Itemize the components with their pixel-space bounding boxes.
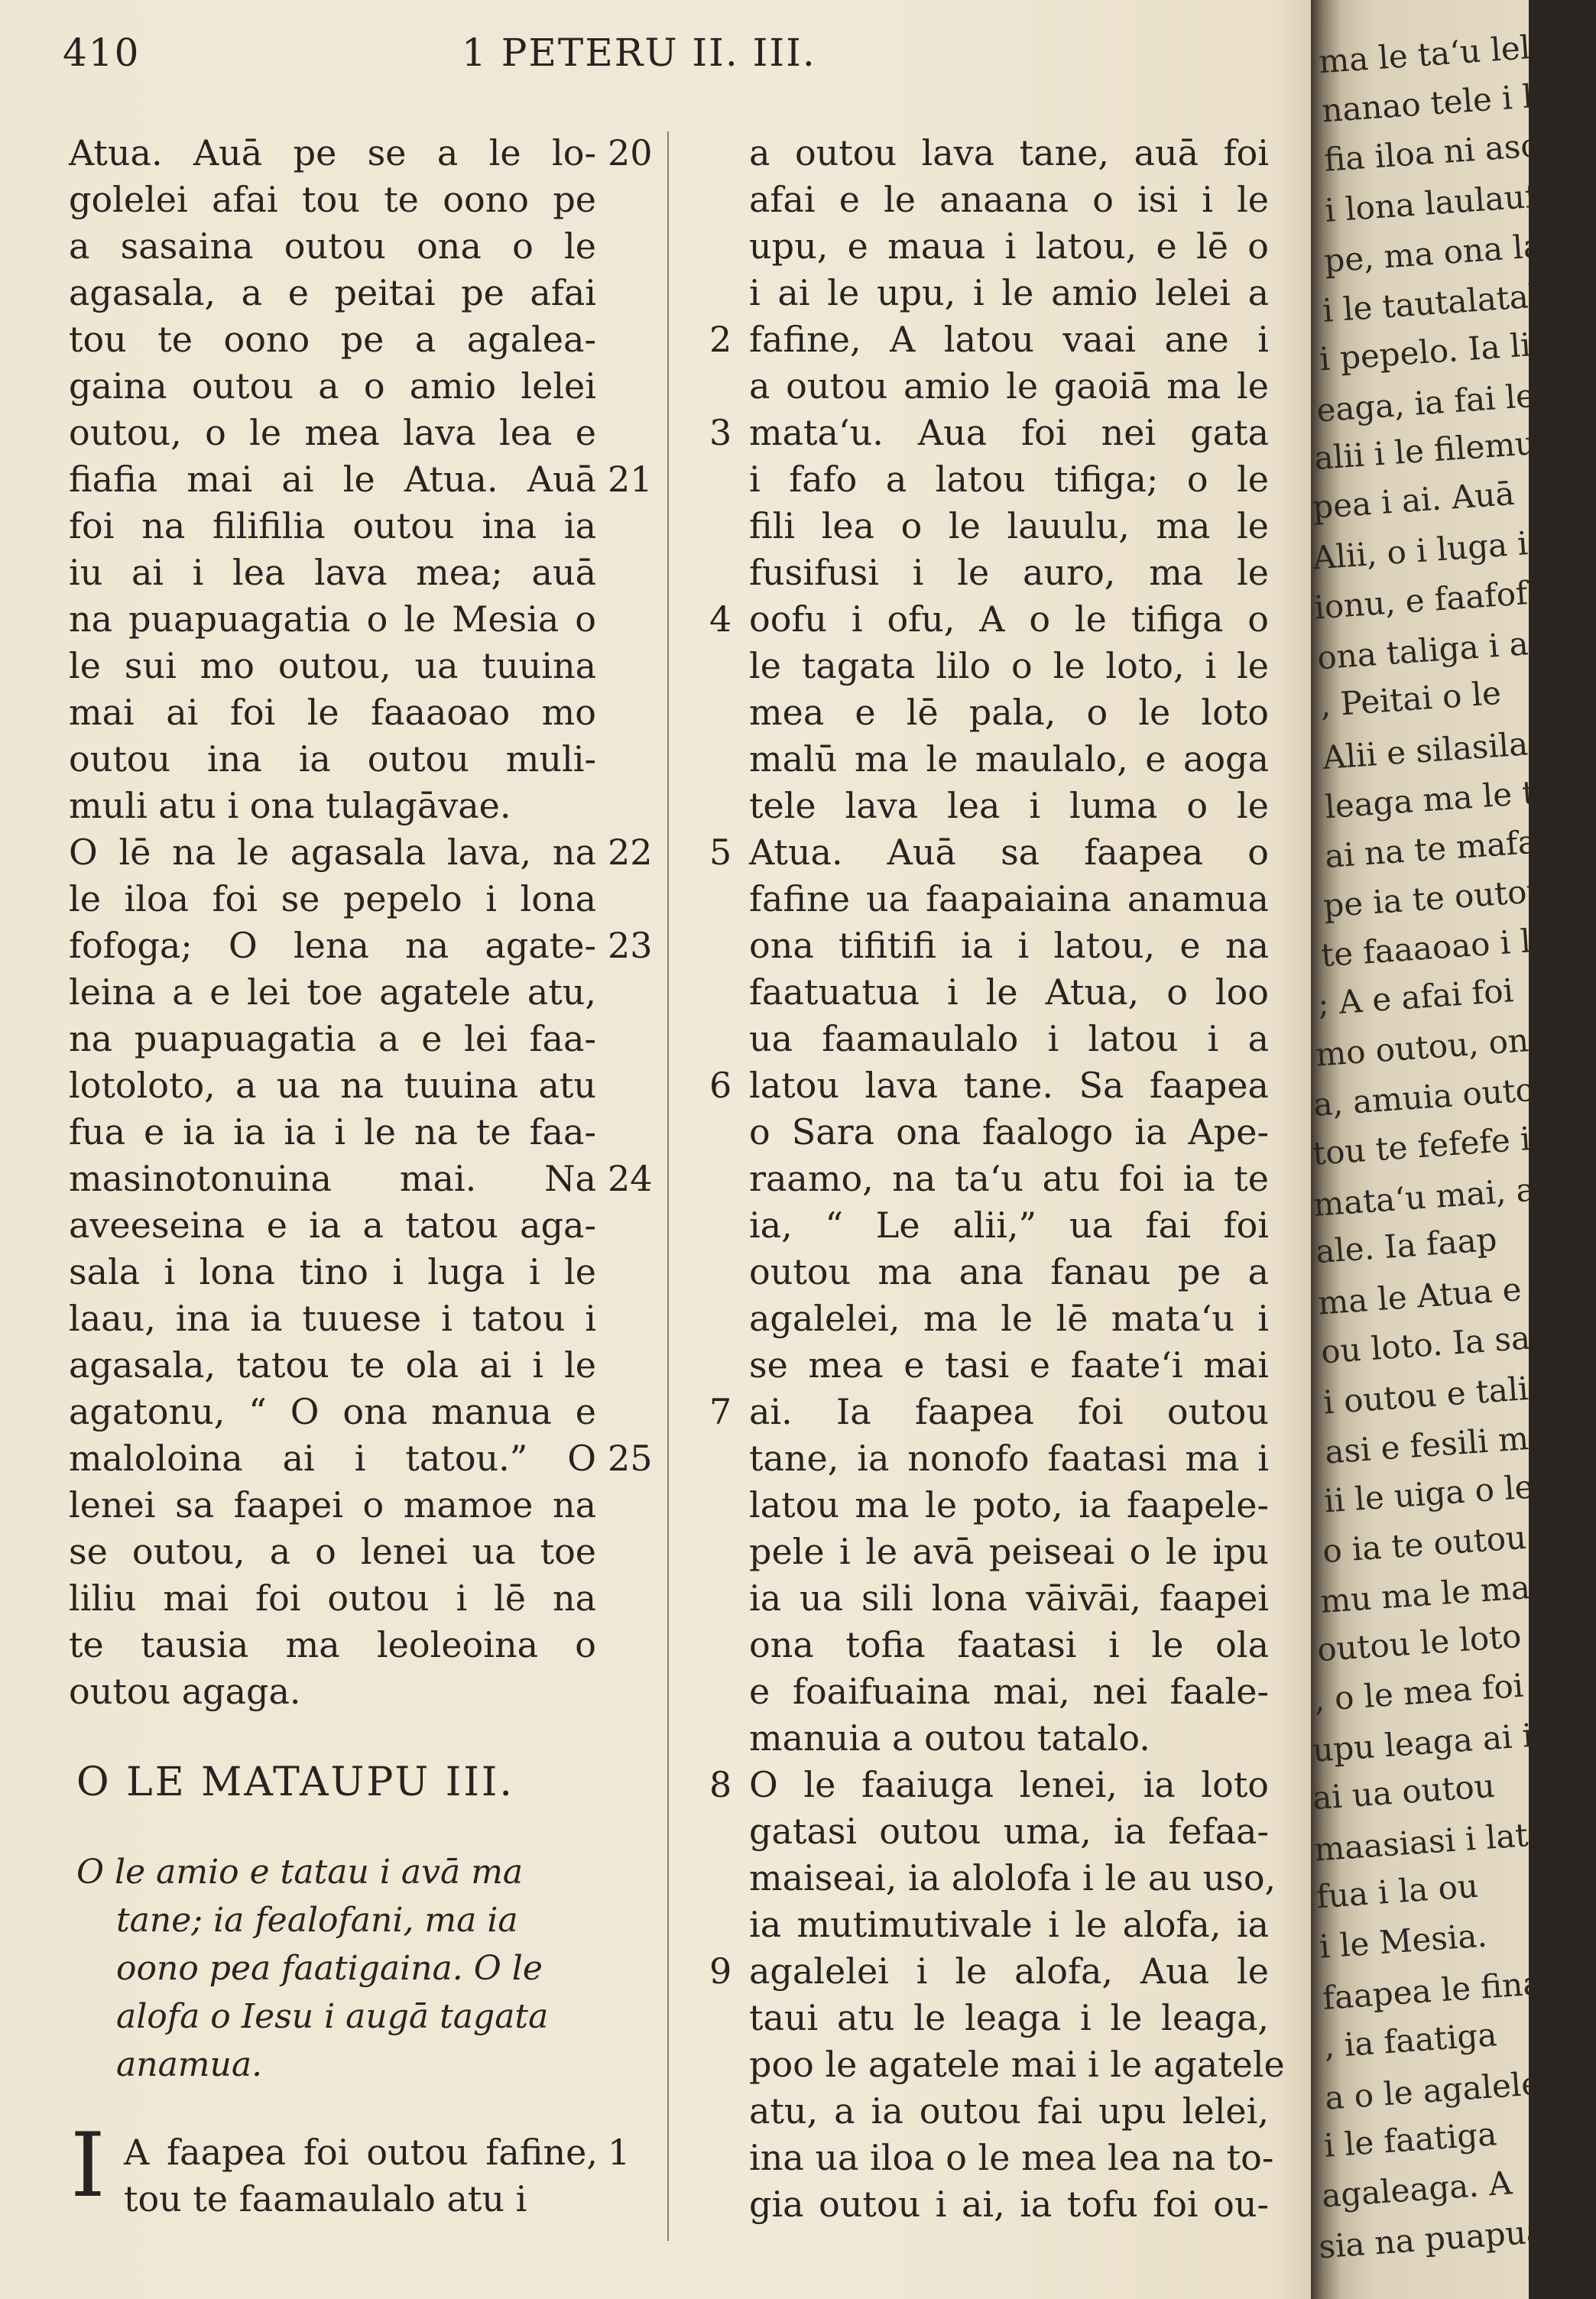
facing-line: pea i ai. Auā — [1311, 474, 1516, 527]
text-line: outou agaga. — [69, 1671, 301, 1712]
text-line: agalelei, ma le lē mataʻu i — [749, 1298, 1269, 1339]
text-line: upu, e maua i latou, e lē o — [749, 225, 1269, 267]
facing-line: fua i la ou — [1315, 1866, 1480, 1916]
facing-line: pe ia te outou, — [1322, 871, 1559, 925]
text-line: te tausia ma leoleoina o — [69, 1624, 596, 1665]
text-line: lenei sa faapei o mamoe na — [69, 1484, 596, 1526]
facing-line: i le tautalatala a — [1321, 273, 1588, 330]
verse-number: 5 — [709, 832, 732, 873]
text-line: fafine, A latou vaai ane i — [749, 319, 1269, 360]
left-column-text — [69, 130, 596, 1715]
facing-line: faapea le fina — [1321, 1964, 1543, 2017]
verse-number: 6 — [709, 1065, 732, 1106]
verse-number: 23 — [608, 925, 653, 966]
text-line: raamo, na taʻu atu foi ia te — [749, 1158, 1269, 1199]
text-line: gia outou i ai, ia tofu foi ou- — [749, 2184, 1269, 2225]
drop-cap: I — [70, 2114, 105, 2217]
text-line: muli atu i ona tulagāvae. — [69, 785, 511, 826]
text-line: lotoloto, a ua na tuuina atu — [69, 1065, 596, 1106]
text-line: faatuatua i le Atua, o loo — [749, 971, 1269, 1013]
text-line: se mea e tasi e faateʻi mai — [749, 1344, 1269, 1386]
text-line: O lē na le agasala lava, na — [69, 832, 596, 873]
facing-line: mataʻu mai, aua — [1312, 1168, 1576, 1224]
facing-line: , Peitai o le — [1319, 673, 1503, 725]
text-line: ia mutimutivale i le alofa, ia — [749, 1904, 1269, 1945]
verse-number: 25 — [608, 1438, 653, 1479]
facing-line: Alii e silasila lea — [1321, 721, 1588, 777]
verse-number: 2 — [709, 319, 732, 360]
summary-line: alofa o Iesu i augā tagata — [116, 1997, 549, 2036]
page-number: 410 — [63, 31, 141, 75]
text-line: outou, o le mea lava lea e — [69, 412, 596, 453]
facing-line: leaga ma le toa — [1323, 770, 1575, 826]
text-line: fafine ua faapaiaina anamua — [749, 878, 1269, 919]
text-line: fua e ia ia ia i le na te faa- — [69, 1111, 596, 1153]
verse-number: 7 — [709, 1391, 732, 1432]
chapter-summary — [76, 1848, 596, 2089]
text-line: maloloina ai i tatou.” O — [69, 1438, 596, 1479]
facing-line: mu ma le mata — [1319, 1566, 1564, 1620]
text-line: e foaifuaina mai, nei faale- — [749, 1671, 1269, 1712]
text-line: ona tifitifi ia i latou, e na — [749, 925, 1269, 966]
verse-number: 4 — [709, 598, 732, 640]
facing-line: ; A e afai foi — [1316, 971, 1515, 1023]
text-line: O le faaiuga lenei, ia loto — [749, 1764, 1269, 1805]
facing-line: ma le Atua e o — [1316, 1268, 1552, 1322]
facing-line: maasiasi i lato — [1312, 1814, 1549, 1869]
facing-line: i pepelo. Ia lili — [1318, 324, 1552, 378]
verse-number: 21 — [608, 459, 653, 500]
verse-number: 3 — [709, 412, 732, 453]
text-line: le tagata lilo o le loto, i le — [749, 645, 1269, 686]
summary-line: O le amio e tatau i avā ma — [76, 1853, 524, 1892]
text-line: o Sara ona faalogo ia Ape- — [749, 1111, 1269, 1153]
summary-line: oono pea faatigaina. O le — [116, 1949, 543, 1988]
running-title: 1 PETERU II. III. — [462, 31, 816, 75]
facing-line: alii i le filemu — [1312, 423, 1537, 478]
text-line: golelei afai tou te oono pe — [69, 179, 596, 220]
text-line: gatasi outou uma, ia fefaa- — [749, 1811, 1269, 1852]
opening-line: A faapea foi outou fafine, — [124, 2132, 598, 2173]
text-line: mataʻu. Aua foi nei gata — [749, 412, 1269, 453]
verse-number: 1 — [608, 2132, 631, 2173]
text-line: fusifusi i le auro, ma le — [749, 552, 1269, 593]
text-line: fili lea o le lauulu, ma le — [749, 505, 1269, 546]
text-line: iu ai i lea lava mea; auā — [69, 552, 596, 593]
text-line: laau, ina ia tuuese i tatou i — [69, 1298, 596, 1339]
text-line: ina ua iloa o le mea lea na to- — [749, 2137, 1274, 2178]
facing-line: upu leaga ai ia — [1311, 1715, 1553, 1769]
facing-line: asi e fesili mai — [1323, 1417, 1559, 1471]
text-line: ia, “ Le alii,” ua fai foi — [749, 1205, 1269, 1246]
text-line: i ai le upu, i le amio lelei a — [749, 272, 1269, 313]
right-column-text — [749, 130, 1285, 2228]
text-line: tele lava lea i luma o le — [749, 785, 1269, 826]
opening-line: tou te faamaulalo atu i — [124, 2178, 527, 2220]
facing-line: i outou e tali a — [1322, 1367, 1559, 1422]
text-line: afai e le anaana o isi i le — [749, 179, 1269, 220]
text-line: aveeseina e ia a tatou aga- — [69, 1205, 596, 1246]
text-line: ona tofia faatasi i le ola — [749, 1624, 1269, 1665]
verse-number: 24 — [608, 1158, 653, 1199]
text-line: agatonu, “ O ona manua e — [69, 1391, 596, 1432]
facing-line: pe, ma ona laug — [1322, 224, 1585, 280]
text-line: gaina outou a o amio lelei — [69, 365, 596, 407]
column-divider — [667, 131, 669, 2241]
text-line: na puapuagatia a e lei faa- — [69, 1018, 596, 1059]
text-line: a outou amio le gaoiā ma le — [749, 365, 1269, 407]
text-line: agasala, a e peitai pe afai — [69, 272, 596, 313]
text-line: masinotonuina mai. Na — [69, 1158, 596, 1199]
text-line: i fafo a latou tifiga; o le — [749, 459, 1269, 500]
text-line: le sui mo outou, ua tuuina — [69, 645, 596, 686]
facing-page — [1311, 0, 1596, 2299]
chapter-opening-text — [124, 2129, 598, 2223]
facing-line: i le faatiga — [1322, 2115, 1498, 2164]
text-line: mea e lē pala, o le loto — [749, 692, 1269, 733]
facing-line: ai ua outou — [1311, 1766, 1497, 1817]
text-line: ai. Ia faapea foi outou — [749, 1391, 1269, 1432]
facing-line: sia na puapua — [1317, 2212, 1547, 2266]
facing-line: ai na te mafaia — [1323, 821, 1568, 875]
text-line: sala i lona tino i luga i le — [69, 1251, 596, 1292]
facing-line: i le Mesia. — [1318, 1916, 1489, 1966]
facing-line: , o le mea foi — [1312, 1666, 1525, 1719]
text-line: Atua. Auā pe se a le lo- — [69, 132, 596, 173]
text-line: pele i le avā peiseai o le ipu — [749, 1531, 1269, 1572]
text-line: a sasaina outou ona o le — [69, 225, 596, 267]
facing-line: i lona laulaufai — [1323, 175, 1568, 229]
facing-line: agaleaga. A — [1320, 2164, 1513, 2215]
text-line: outou ma ana fanau pe a — [749, 1251, 1269, 1292]
text-line: outou ina ia outou muli- — [69, 738, 596, 780]
verse-number: 8 — [709, 1764, 732, 1805]
text-line: ua faamaulalo i latou i a — [749, 1018, 1269, 1059]
text-line: atu, a ia outou fai upu lelei, — [749, 2090, 1269, 2132]
text-line: agalelei i le alofa, Aua le — [749, 1950, 1269, 1992]
text-line: taui atu le leaga i le leaga, — [749, 1997, 1269, 2038]
facing-line: fia iloa ni aso — [1322, 126, 1542, 179]
text-line: tou te oono pe a agalea- — [69, 319, 596, 360]
text-line: manuia a outou tatalo. — [749, 1717, 1150, 1759]
text-line: foi na filifilia outou ina ia — [69, 505, 596, 546]
facing-line: mo outou, ona — [1314, 1020, 1549, 1074]
facing-line: te faaaoao i lo — [1319, 920, 1552, 974]
facing-line: a, amuia outou — [1312, 1069, 1557, 1124]
text-line: malū ma le maulalo, e aoga — [749, 738, 1269, 780]
verse-number: 22 — [608, 832, 653, 873]
facing-line: ii le uiga o le — [1322, 1467, 1535, 1520]
text-line: agasala, tatou te ola ai i le — [69, 1344, 596, 1386]
facing-line: o ia te outou i — [1321, 1516, 1549, 1571]
text-line: mai ai foi le faaaoao mo — [69, 692, 596, 733]
text-line: ia ua sili lona vāivāi, faapei — [749, 1578, 1269, 1619]
facing-line: ou loto. Ia sa — [1319, 1318, 1532, 1371]
text-line: tane, ia nonofo faatasi ma i — [749, 1438, 1269, 1479]
text-line: poo le agatele mai i le agatele — [749, 2044, 1285, 2085]
facing-line: ma le taʻu lelei. — [1317, 25, 1572, 81]
facing-line: tou te fefefe i — [1311, 1120, 1532, 1172]
text-line: oofu i ofu, A o le tifiga o — [749, 598, 1269, 640]
verse-number: 20 — [608, 132, 653, 173]
text-line: liliu mai foi outou i lē na — [69, 1578, 596, 1619]
facing-line: nanao tele i le — [1320, 76, 1553, 130]
facing-line: a o le agalelei, — [1323, 2063, 1562, 2117]
text-line: latou lava tane. Sa faapea — [749, 1065, 1269, 1106]
summary-line: anamua. — [116, 2045, 263, 2084]
facing-line: eaga, ia fai le am — [1315, 372, 1596, 430]
text-line: fofoga; O lena na agate- — [69, 925, 596, 966]
text-line: le iloa foi se pepelo i lona — [69, 878, 596, 919]
facing-line: ionu, e faafofo — [1312, 572, 1549, 627]
summary-line: tane; ia fealofani, ma ia — [116, 1901, 518, 1940]
text-line: Atua. Auā sa faapea o — [749, 832, 1269, 873]
text-line: fiafia mai ai le Atua. Auā — [69, 459, 596, 500]
facing-line: ona taliga i a la — [1315, 621, 1569, 677]
verse-number: 9 — [709, 1950, 732, 1992]
text-line: se outou, a o lenei ua toe — [69, 1531, 596, 1572]
text-line: leina a e lei toe agatele atu, — [69, 971, 596, 1013]
text-line: na puapuagatia o le Mesia o — [69, 598, 596, 640]
chapter-heading: O LE MATAUPU III. — [76, 1759, 514, 1805]
facing-line: , ia faatiga — [1322, 2015, 1498, 2065]
facing-line: outou le loto — [1315, 1616, 1523, 1669]
text-line: maiseai, ia alolofa i le au uso, — [749, 1857, 1276, 1899]
facing-line: ale. Ia faap — [1314, 1220, 1498, 1271]
text-line: latou ma le poto, ia faapele- — [749, 1484, 1269, 1526]
text-line: a outou lava tane, auā foi — [749, 132, 1269, 173]
facing-line: Alii, o i luga ia — [1311, 523, 1549, 577]
